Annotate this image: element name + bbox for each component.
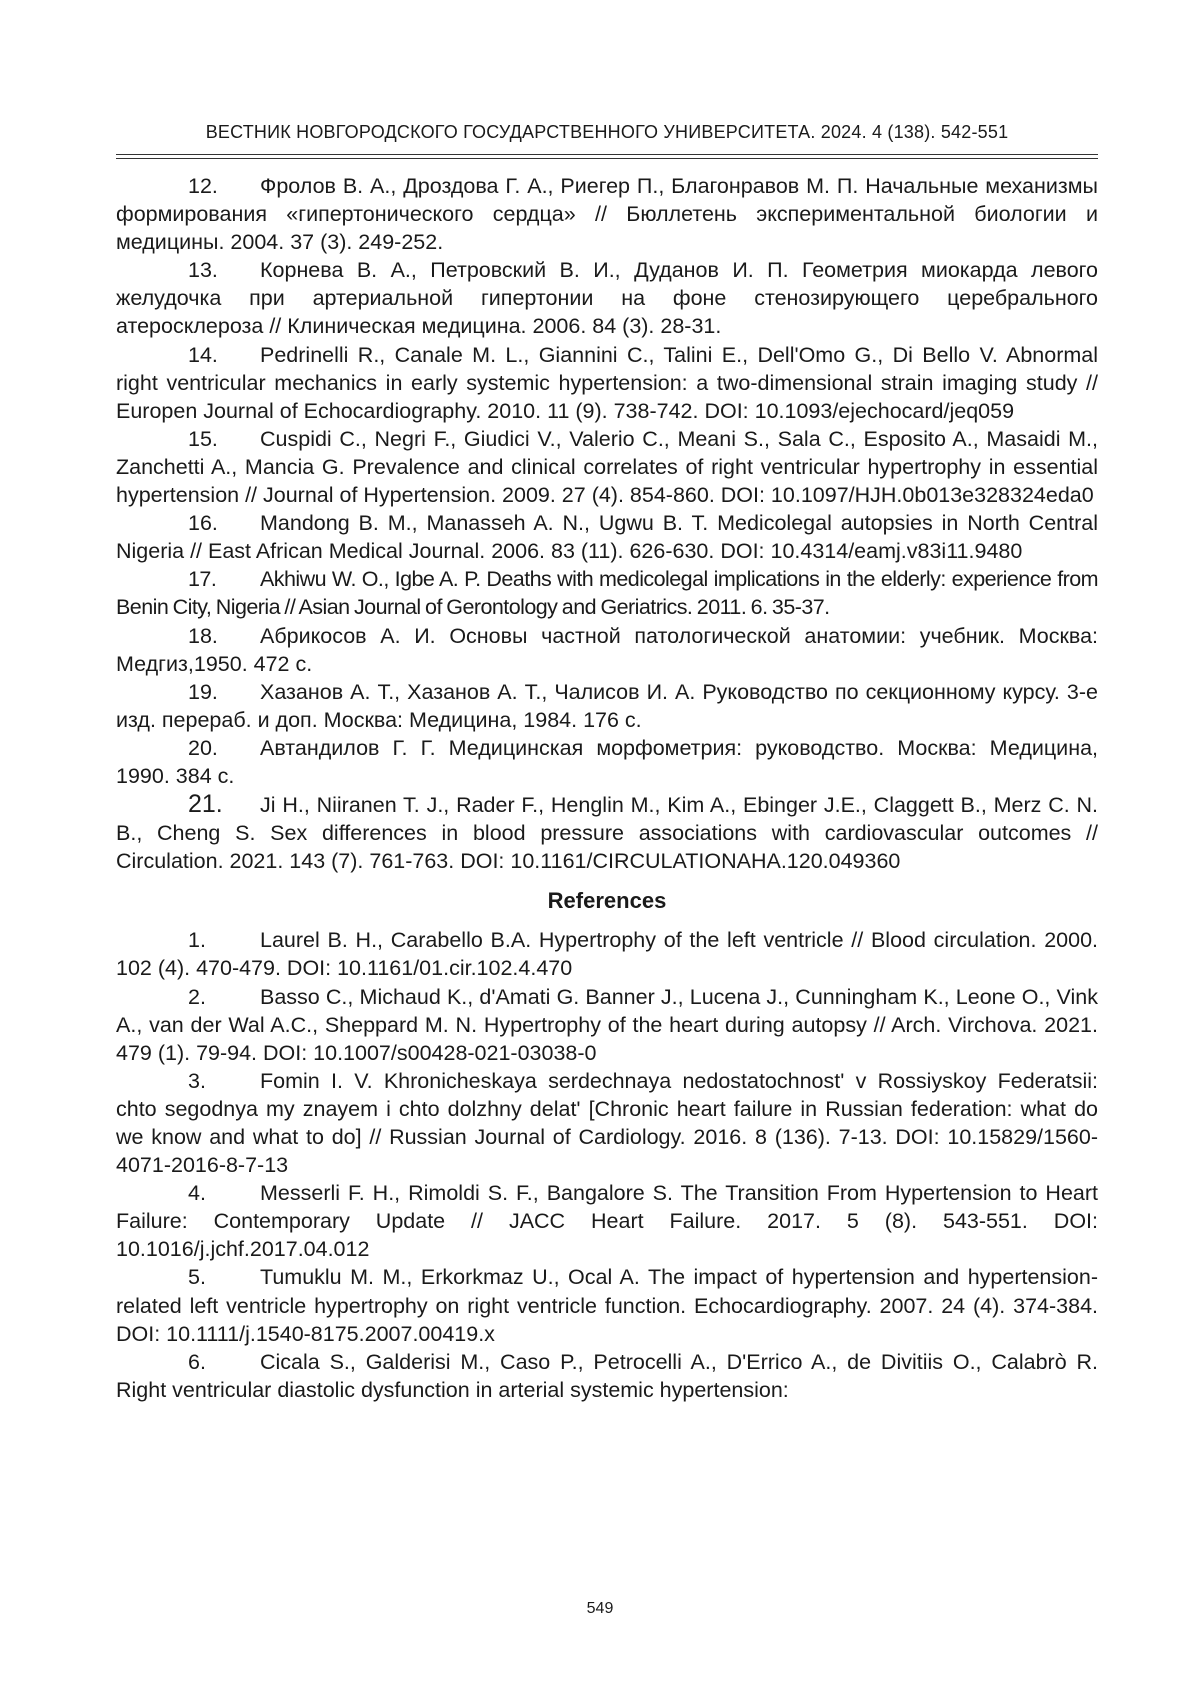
reference-number: 14. <box>188 341 260 369</box>
reference-text: Laurel B. H., Carabello B.A. Hypertrophy of the left ventricle // Blood circulation. 2000. 102 (4). 470-479. DOI: 10.1161/01.cir.102.4.470 <box>116 928 1098 980</box>
references-content <box>116 172 1098 1404</box>
reference-number: 20. <box>188 734 260 762</box>
reference-text: Mandong B. M., Manasseh A. N., Ugwu B. T. Medicolegal autopsies in North Central Nigeria // East African Medical Journal. 2006. 83 (11). 626-630. DOI: 10.4314/eamj.v83i11.9480 <box>116 511 1098 563</box>
reference-item <box>116 341 1098 425</box>
reference-item <box>116 678 1098 734</box>
reference-number: 18. <box>188 622 260 650</box>
reference-number: 2. <box>188 983 260 1011</box>
reference-item <box>116 790 1098 875</box>
reference-number: 16. <box>188 509 260 537</box>
reference-text: Автандилов Г. Г. Медицинская морфометрия: руководство. Москва: Медицина, 1990. 384 с. <box>116 736 1098 788</box>
reference-text: Фролов В. А., Дроздова Г. А., Риегер П., Благонравов М. П. Начальные механизмы формирования «гипертонического сердца» // Бюллетень экспериментальной биологии и медицины. 2004. 37 (3). 249-252. <box>116 174 1098 254</box>
reference-text: Абрикосов А. И. Основы частной патологической анатомии: учебник. Москва: Медгиз,1950. 472 с. <box>116 624 1098 676</box>
reference-item <box>116 172 1098 256</box>
section-title: References <box>116 887 1098 915</box>
reference-text: Cicala S., Galderisi M., Caso P., Petrocelli A., D'Errico A., de Divitiis O., Calabrò R. Right ventricular diastolic dysfunction in arterial systemic hypertension: <box>116 1350 1098 1402</box>
reference-item <box>116 926 1098 982</box>
reference-number: 13. <box>188 256 260 284</box>
reference-number: 4. <box>188 1179 260 1207</box>
reference-item <box>116 1179 1098 1263</box>
reference-item <box>116 565 1098 621</box>
page-number: 549 <box>0 1600 1200 1618</box>
reference-text: Pedrinelli R., Canale M. L., Giannini C., Talini E., Dell'Omo G., Di Bello V. Abnormal right ventricular mechanics in early systemic hypertension: a two-dimensional strain imaging study // Europen Journal of Echocardiography. 2010. 11 (9). 738-742. DOI: 10.1093/ejechocard/jeq059 <box>116 343 1098 423</box>
reference-item <box>116 1348 1098 1404</box>
header-rule-bottom <box>116 158 1098 159</box>
reference-number: 15. <box>188 425 260 453</box>
reference-text: Cuspidi C., Negri F., Giudici V., Valerio C., Meani S., Sala C., Esposito A., Masaidi M., Zanchetti A., Mancia G. Prevalence and clinical correlates of right ventricular hypertrophy in essential hypertension // Journal of Hypertension. 2009. 27 (4). 854-860. DOI: 10.1097/HJH.0b013e328324eda0 <box>116 427 1098 507</box>
reference-number: 17. <box>188 565 260 593</box>
header-rule-top <box>116 154 1098 155</box>
journal-header: ВЕСТНИК НОВГОРОДСКОГО ГОСУДАРСТВЕННОГО УНИВЕРСИТЕТА. 2024. 4 (138). 542-551 <box>116 122 1098 143</box>
reference-text: Ji H., Niiranen T. J., Rader F., Henglin M., Kim A., Ebinger J.E., Claggett B., Merz C. N. B., Cheng S. Sex differences in blood pressure associations with cardiovascular outcomes // Circulation. 2021. 143 (7). 761-763. DOI: 10.1161/CIRCULATIONAHA.120.049360 <box>116 793 1098 873</box>
reference-number: 5. <box>188 1263 260 1291</box>
reference-number: 12. <box>188 172 260 200</box>
reference-number: 21. <box>188 790 260 818</box>
reference-item <box>116 509 1098 565</box>
reference-text: Messerli F. H., Rimoldi S. F., Bangalore S. The Transition From Hypertension to Heart Failure: Contemporary Update // JACC Heart Failure. 2017. 5 (8). 543-551. DOI: 10.1016/j.jchf.2017.04.012 <box>116 1181 1098 1261</box>
reference-item <box>116 1263 1098 1347</box>
reference-item <box>116 1067 1098 1179</box>
reference-number: 1. <box>188 926 260 954</box>
reference-number: 3. <box>188 1067 260 1095</box>
reference-item <box>116 983 1098 1067</box>
reference-item <box>116 256 1098 340</box>
reference-text: Basso C., Michaud K., d'Amati G. Banner J., Lucena J., Cunningham K., Leone O., Vink A., van der Wal A.C., Sheppard M. N. Hypertrophy of the heart during autopsy // Arch. Virchova. 2021. 479 (1). 79-94. DOI: 10.1007/s00428-021-03038-0 <box>116 985 1098 1065</box>
reference-number: 19. <box>188 678 260 706</box>
reference-text: Корнева В. А., Петровский В. И., Дуданов И. П. Геометрия миокарда левого желудочка при артериальной гипертонии на фоне стенозирующего церебрального атеросклероза // Клиническая медицина. 2006. 84 (3). 28-31. <box>116 258 1098 338</box>
reference-item <box>116 622 1098 678</box>
reference-text: Tumuklu M. M., Erkorkmaz U., Ocal A. The impact of hypertension and hypertension-related left ventricle hypertrophy on right ventricle function. Echocardiography. 2007. 24 (4). 374-384. DOI: 10.1111/j.1540-8175.2007.00419.x <box>116 1265 1098 1345</box>
reference-text: Fomin I. V. Khronicheskaya serdechnaya nedostatochnost' v Rossiyskoy Federatsii: chto segodnya my znayem i chto dolzhny delat' [Chronic heart failure in Russian federation: what do we know and what to do] // Russian Journal of Cardiology. 2016. 8 (136). 7-13. DOI: 10.15829/1560-4071-2016-8-7-13 <box>116 1069 1098 1177</box>
reference-text: Akhiwu W. O., Igbe A. P. Deaths with medicolegal implications in the elderly: experience from Benin City, Nigeria // Asian Journal of Gerontology and Geriatrics. 2011. 6. 35-37. <box>116 567 1098 619</box>
reference-text: Хазанов А. Т., Хазанов А. Т., Чалисов И. А. Руководство по секционному курсу. 3-е изд. перераб. и доп. Москва: Медицина, 1984. 176 с. <box>116 680 1098 732</box>
reference-item <box>116 425 1098 509</box>
reference-item <box>116 734 1098 790</box>
reference-number: 6. <box>188 1348 260 1376</box>
